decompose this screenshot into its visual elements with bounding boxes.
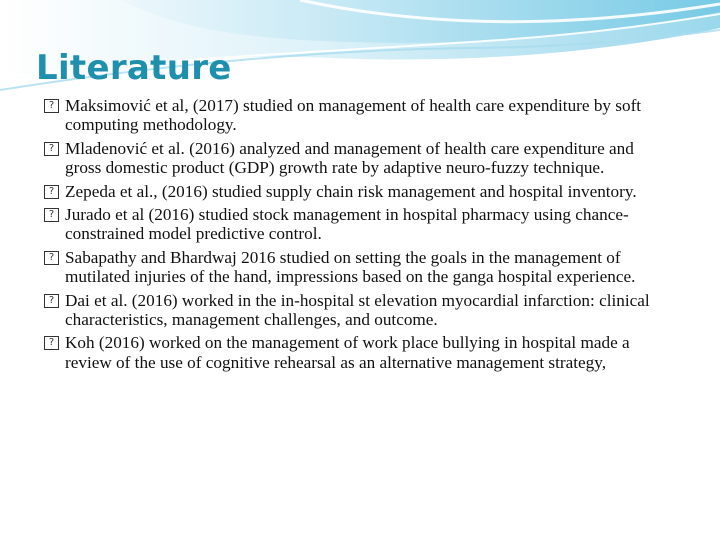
bullet-box-icon: ? [44, 185, 59, 199]
list-item-text: Sabapathy and Bhardwaj 2016 studied on setting the goals in the management of mutilated injuries of the hand, impressions based on the ganga hospital experience. [65, 247, 636, 287]
list-item [44, 96, 674, 135]
bullet-box-icon: ? [44, 336, 59, 350]
list-item-text: Jurado et al (2016) studied stock management in hospital pharmacy using chance-constrained model predictive control. [65, 205, 629, 244]
list-item-text: Maksimović et al, (2017) studied on management of health care expenditure by soft computing methodology. [65, 96, 642, 135]
bullet-box-icon: ? [44, 99, 59, 113]
bullet-box-icon: ? [44, 208, 59, 222]
list-item [44, 248, 674, 287]
bullet-box-icon: ? [44, 294, 59, 308]
list-item-text: Koh (2016) worked on the management of work place bullying in hospital made a review of the use of cognitive rehearsal as an alternative management strategy, [65, 333, 630, 372]
list-item-text: Mladenović et al. (2016) analyzed and management of health care expenditure and gross domestic product (GDP) growth rate by adaptive neuro-fuzzy technique. [65, 138, 634, 178]
bullet-box-icon: ? [44, 251, 59, 265]
list-item [44, 333, 674, 372]
bullet-box-icon: ? [44, 142, 59, 156]
slide-title: Literature [36, 48, 232, 88]
list-item [44, 205, 674, 244]
list-item-text: Zepeda et al., (2016) studied supply chain risk management and hospital inventory. [65, 181, 637, 201]
list-item [44, 182, 674, 201]
bullet-list [44, 96, 674, 376]
list-item [44, 291, 674, 330]
list-item [44, 139, 674, 178]
list-item-text: Dai et al. (2016) worked in the in-hospital st elevation myocardial infarction: clinical characteristics, management challenges, and outcome. [65, 290, 650, 330]
